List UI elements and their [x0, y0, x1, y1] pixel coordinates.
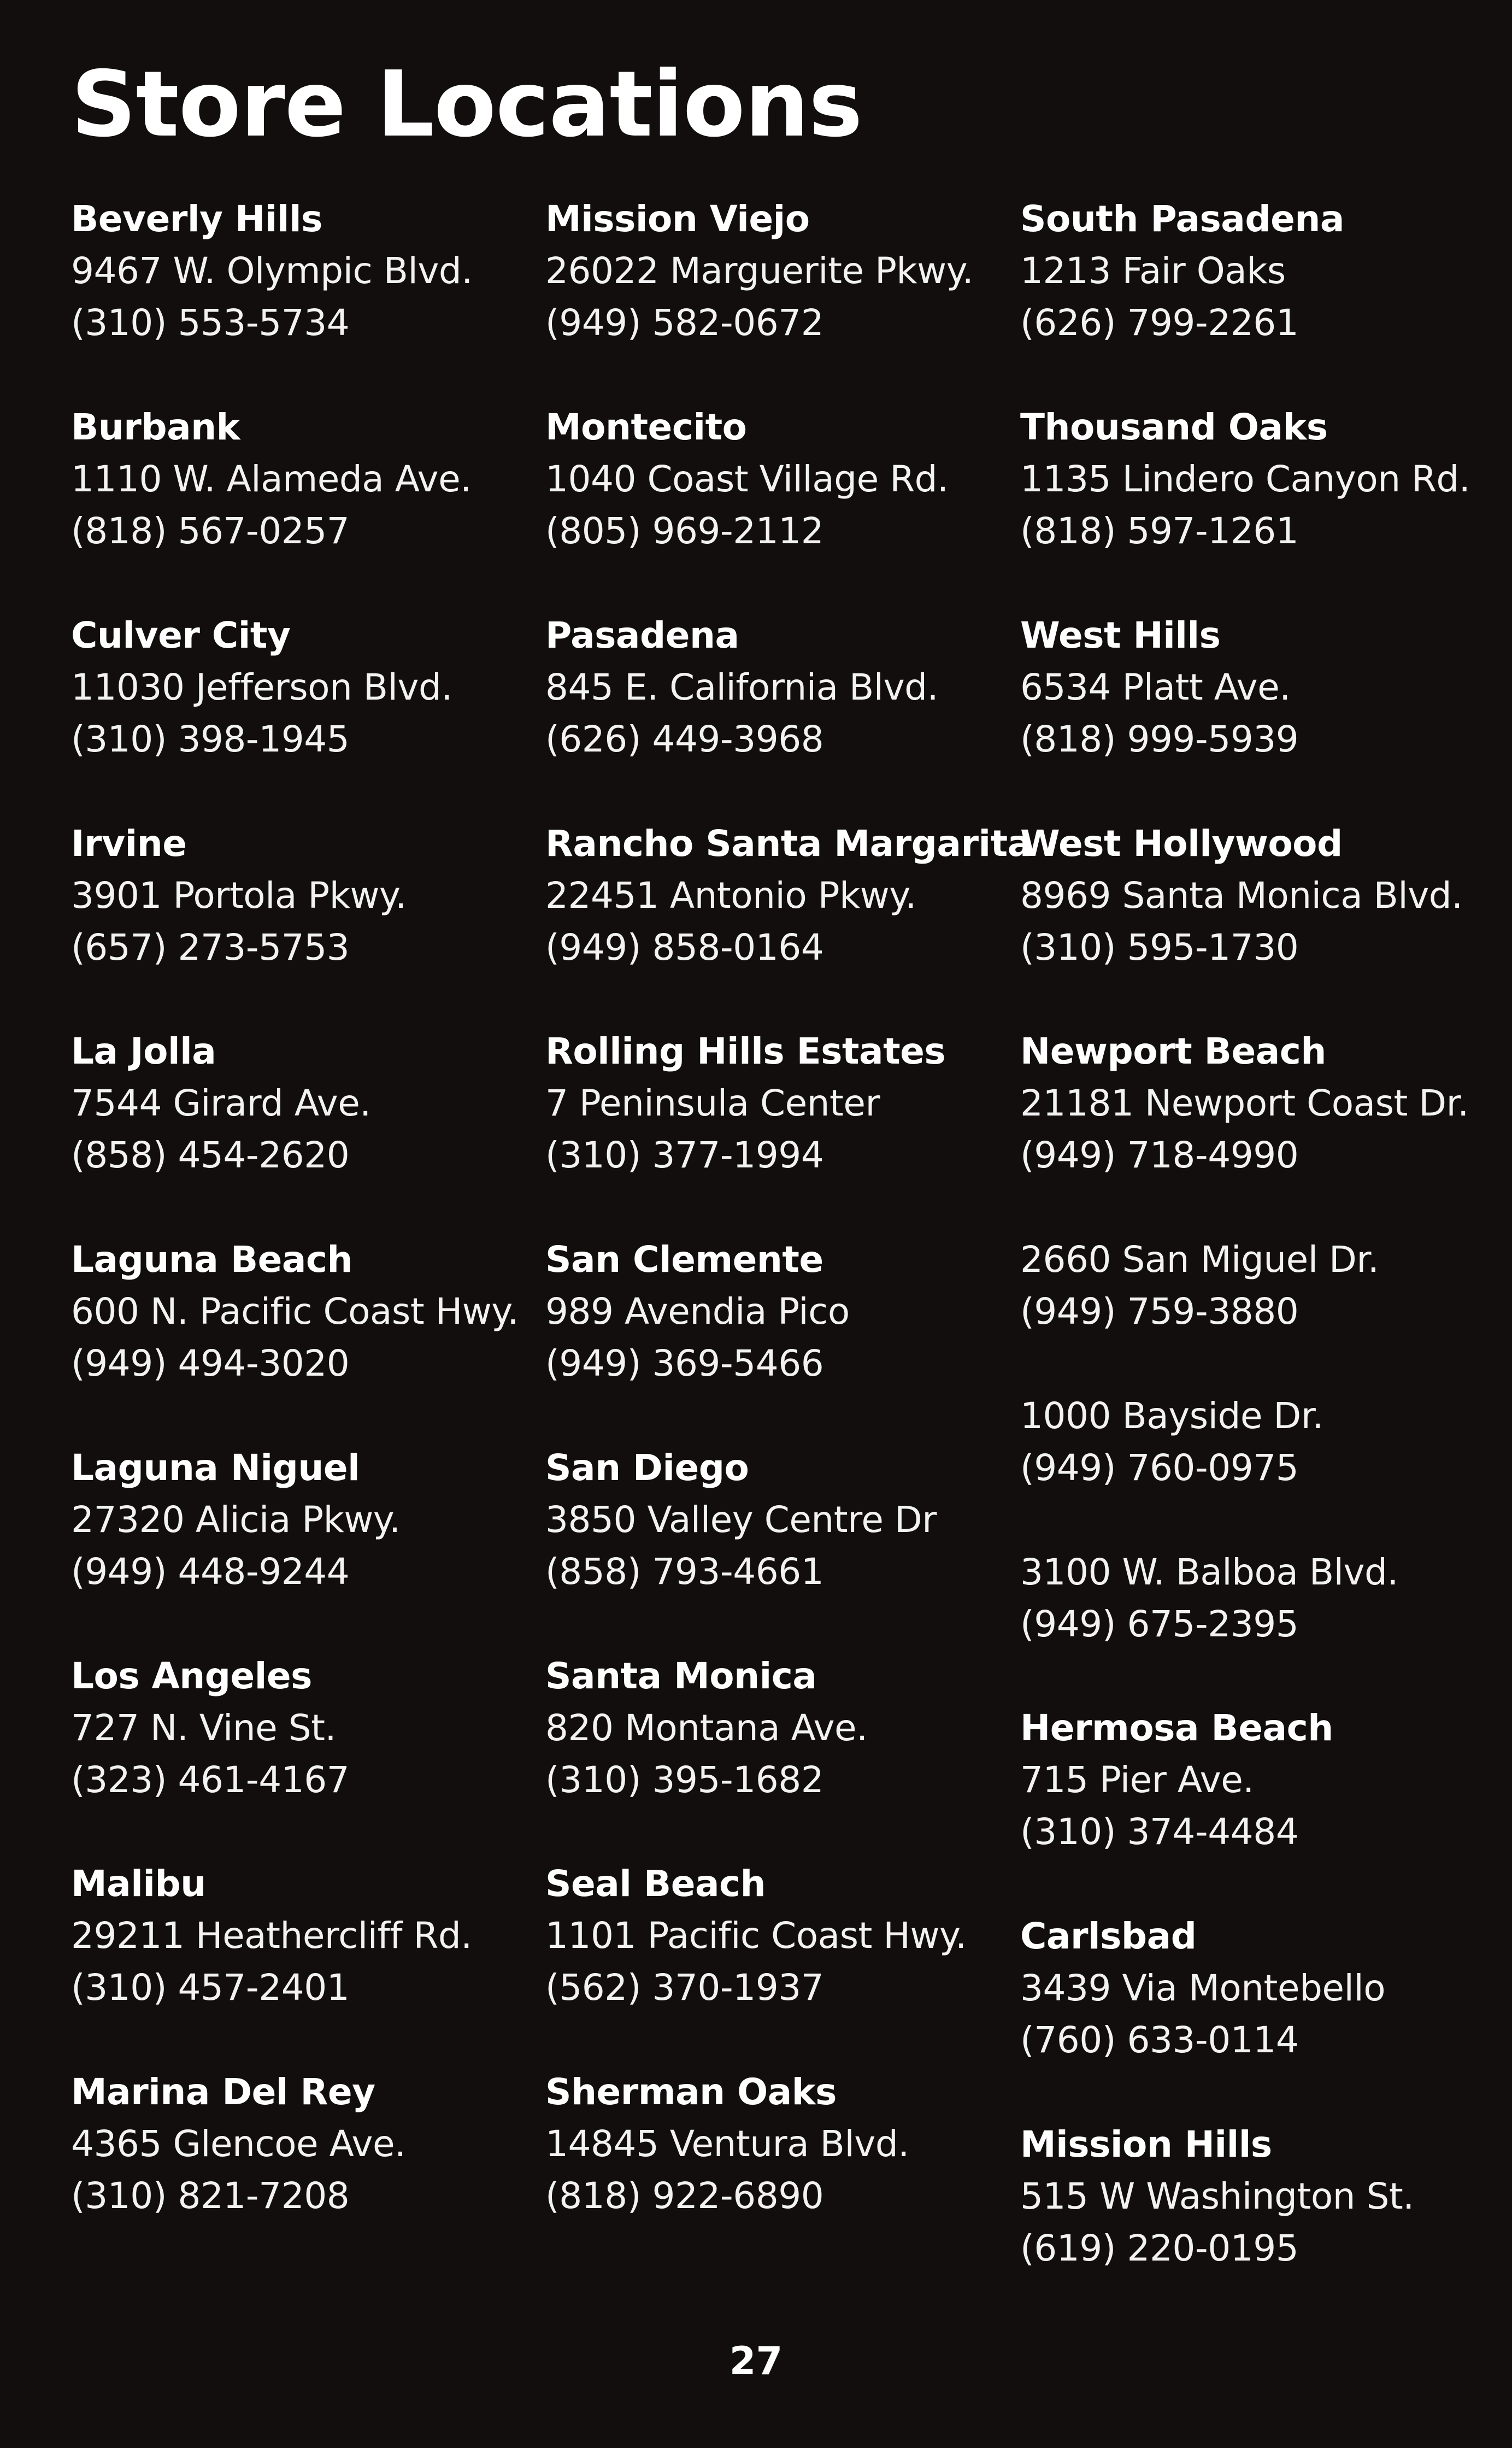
store-address: 1213 Fair Oaks [1020, 250, 1286, 292]
store-phone: (310) 595-1730 [1020, 926, 1299, 968]
store-name: San Clemente [545, 1238, 823, 1281]
store-address: 21181 Newport Coast Dr. [1020, 1082, 1469, 1124]
store-name: West Hollywood [1020, 823, 1343, 865]
store-name: Laguna Beach [71, 1238, 353, 1281]
store-phone: (760) 633-0114 [1020, 2019, 1299, 2061]
store-name: Seal Beach [545, 1863, 766, 1905]
store-entry [71, 1442, 400, 1598]
store-entry [545, 1025, 945, 1181]
store-phone: (310) 377-1994 [545, 1134, 824, 1176]
store-name: Pasadena [545, 614, 739, 656]
store-phone: (310) 374-4484 [1020, 1811, 1299, 1853]
store-entry [71, 609, 452, 765]
store-address: 1101 Pacific Coast Hwy. [545, 1915, 967, 1957]
store-phone: (949) 582-0672 [545, 302, 824, 344]
store-address: 3901 Portola Pkwy. [71, 874, 407, 917]
store-phone: (562) 370-1937 [545, 1966, 824, 2009]
store-phone: (805) 969-2112 [545, 510, 824, 552]
store-entry [1020, 1702, 1333, 1858]
store-name: South Pasadena [1020, 198, 1344, 240]
store-address: 14845 Ventura Blvd. [545, 2123, 909, 2165]
store-phone: (818) 922-6890 [545, 2175, 824, 2217]
store-entry [545, 1650, 868, 1806]
store-address: 4365 Glencoe Ave. [71, 2123, 406, 2165]
store-address: 2660 San Miguel Dr. [1020, 1238, 1379, 1281]
store-phone: (949) 448-9244 [71, 1551, 350, 1593]
store-address: 22451 Antonio Pkwy. [545, 874, 916, 917]
store-entry [545, 1234, 850, 1389]
store-phone: (949) 494-3020 [71, 1342, 350, 1384]
store-entry [71, 1858, 472, 2013]
store-entry [545, 818, 1032, 973]
store-address: 1110 W. Alameda Ave. [71, 458, 472, 500]
store-address: 27320 Alicia Pkwy. [71, 1499, 401, 1541]
store-address: 3100 W. Balboa Blvd. [1020, 1551, 1398, 1593]
store-name: San Diego [545, 1447, 749, 1489]
store-name: Newport Beach [1020, 1030, 1326, 1072]
store-phone: (949) 675-2395 [1020, 1603, 1299, 1645]
store-address: 515 W Washington St. [1020, 2175, 1414, 2217]
store-address: 845 E. California Blvd. [545, 666, 939, 708]
store-name: Los Angeles [71, 1655, 312, 1697]
store-name: Thousand Oaks [1020, 406, 1328, 448]
store-phone: (858) 454-2620 [71, 1134, 350, 1176]
store-name: Rancho Santa Margarita [545, 823, 1032, 865]
store-address: 3439 Via Montebello [1020, 1967, 1386, 2009]
store-phone: (818) 597-1261 [1020, 510, 1299, 552]
store-phone: (949) 718-4990 [1020, 1134, 1299, 1176]
store-address: 29211 Heathercliff Rd. [71, 1915, 472, 1957]
store-entry [1020, 1546, 1398, 1650]
store-phone: (657) 273-5753 [71, 926, 350, 968]
store-name: Beverly Hills [71, 198, 322, 240]
store-phone: (949) 369-5466 [545, 1342, 824, 1384]
store-address: 3850 Valley Centre Dr [545, 1499, 937, 1541]
store-phone: (310) 457-2401 [71, 1966, 350, 2009]
store-entry [71, 401, 472, 557]
store-entry [71, 193, 473, 349]
store-name: Carlsbad [1020, 1915, 1197, 1957]
store-name: Laguna Niguel [71, 1447, 360, 1489]
store-address: 7544 Girard Ave. [71, 1082, 371, 1124]
store-entry [1020, 609, 1298, 765]
store-phone: (858) 793-4661 [545, 1551, 824, 1593]
store-entry [545, 193, 973, 349]
store-phone: (626) 799-2261 [1020, 302, 1299, 344]
store-entry [1020, 1390, 1323, 1494]
store-entry [1020, 1234, 1379, 1337]
store-address: 989 Avendia Pico [545, 1290, 850, 1332]
store-name: Mission Hills [1020, 2123, 1272, 2165]
store-name: Sherman Oaks [545, 2071, 837, 2113]
store-phone: (949) 759-3880 [1020, 1290, 1299, 1332]
store-phone: (310) 821-7208 [71, 2175, 350, 2217]
store-entry [1020, 2118, 1414, 2274]
store-entry [545, 401, 948, 557]
store-phone: (949) 858-0164 [545, 926, 824, 968]
store-name: Mission Viejo [545, 198, 810, 240]
store-phone: (310) 553-5734 [71, 302, 350, 344]
store-entry [71, 2066, 406, 2222]
store-entry [1020, 818, 1463, 973]
store-address: 11030 Jefferson Blvd. [71, 666, 452, 708]
store-address: 8969 Santa Monica Blvd. [1020, 874, 1463, 917]
store-phone: (626) 449-3968 [545, 718, 824, 760]
store-name: Hermosa Beach [1020, 1707, 1333, 1749]
store-entry [1020, 1910, 1385, 2066]
store-name: Montecito [545, 406, 747, 448]
store-entry [1020, 401, 1470, 557]
store-entry [71, 1025, 371, 1181]
store-name: Marina Del Rey [71, 2071, 375, 2113]
store-phone: (310) 395-1682 [545, 1759, 824, 1801]
store-address: 26022 Marguerite Pkwy. [545, 250, 974, 292]
store-phone: (818) 567-0257 [71, 510, 350, 552]
store-name: Burbank [71, 406, 240, 448]
store-entry [1020, 1025, 1469, 1181]
store-address: 727 N. Vine St. [71, 1707, 336, 1749]
store-name: Culver City [71, 614, 291, 656]
store-entry [71, 1650, 349, 1806]
store-entry [1020, 193, 1344, 349]
store-entry [545, 1442, 937, 1598]
store-name: Santa Monica [545, 1655, 817, 1697]
store-phone: (323) 461-4167 [71, 1759, 350, 1801]
store-entry [71, 818, 407, 973]
store-address: 1000 Bayside Dr. [1020, 1395, 1323, 1437]
store-name: La Jolla [71, 1030, 216, 1072]
store-address: 9467 W. Olympic Blvd. [71, 250, 473, 292]
store-name: Rolling Hills Estates [545, 1030, 946, 1072]
store-name: West Hills [1020, 614, 1221, 656]
store-phone: (310) 398-1945 [71, 718, 350, 760]
store-address: 600 N. Pacific Coast Hwy. [71, 1290, 519, 1332]
store-entry [545, 609, 938, 765]
store-phone: (949) 760-0975 [1020, 1447, 1299, 1489]
store-name: Irvine [71, 823, 187, 865]
store-address: 1040 Coast Village Rd. [545, 458, 949, 500]
store-name: Malibu [71, 1863, 206, 1905]
store-address: 6534 Platt Ave. [1020, 666, 1291, 708]
store-entry [545, 2066, 909, 2222]
store-phone: (818) 999-5939 [1020, 718, 1299, 760]
store-phone: (619) 220-0195 [1020, 2227, 1299, 2269]
page-number: 27 [729, 2339, 783, 2384]
store-address: 1135 Lindero Canyon Rd. [1020, 458, 1470, 500]
page-title: Store Locations [71, 52, 862, 157]
store-address: 820 Montana Ave. [545, 1707, 868, 1749]
store-entry [545, 1858, 967, 2013]
store-entry [71, 1234, 519, 1389]
store-address: 7 Peninsula Center [545, 1082, 880, 1124]
store-address: 715 Pier Ave. [1020, 1759, 1254, 1801]
